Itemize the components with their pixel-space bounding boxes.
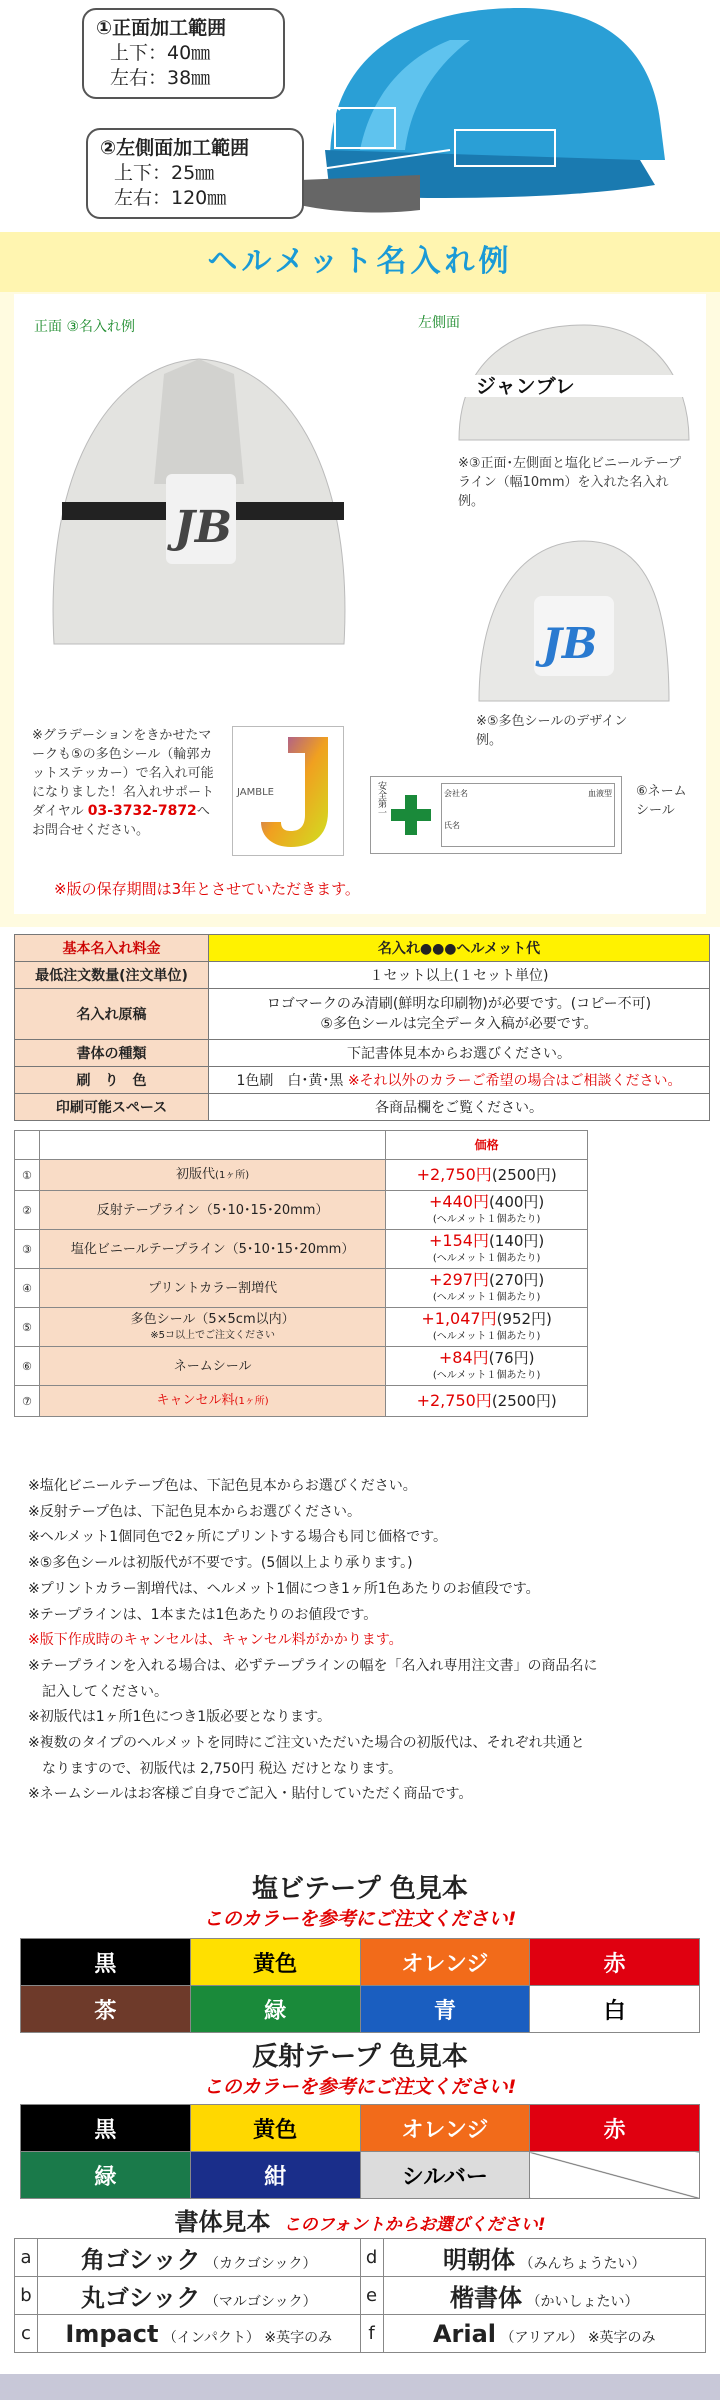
row-value-line: ロゴマークのみ清刷(鮮明な印刷物)が必要です。(コピー不可): [266, 996, 652, 1012]
left-example-label: 左側面: [418, 315, 460, 331]
front-range-height: 上下：40㎜: [110, 42, 211, 64]
price-value: +84円: [438, 1347, 489, 1367]
price-value: +2,750円: [416, 1390, 492, 1410]
helmet-name-text: ジャンブレ: [476, 374, 575, 398]
reflect-color-grid: [20, 2104, 700, 2199]
price-row-price: [386, 1230, 588, 1269]
price-unit: (ヘルメット１個あたり): [432, 1213, 541, 1225]
color-swatch: 茶: [21, 1986, 191, 2033]
price-row-item-text: キャンセル料: [156, 1393, 235, 1408]
table-row: [15, 1040, 710, 1067]
row-key: 最低注文数量(注文単位): [15, 962, 209, 989]
font-sample-reading: （かいしょたい）: [526, 2294, 639, 2310]
price-row-number: ②: [15, 1191, 40, 1230]
row-value-red: ※それ以外のカラーご希望の場合はご相談ください。: [347, 1073, 682, 1089]
examples-heading: ヘルメット名入れ例: [0, 232, 720, 292]
price-row: [15, 1269, 588, 1308]
price-row-price: [386, 1191, 588, 1230]
front-example-label: 正面 ③名入れ例: [34, 319, 136, 335]
note-line: ※初版代は1ヶ所1色につき1版必要となります。: [28, 1709, 332, 1726]
price-row-item: [39, 1347, 385, 1386]
price-row: [15, 1347, 588, 1386]
font-letter: e: [360, 2277, 383, 2315]
note-line: ※テープラインを入れる場合は、必ずテープラインの幅を「名入れ専用注文書」の商品名に: [28, 1657, 598, 1674]
color-swatch: オレンジ: [360, 1939, 530, 1986]
price-row-item-text: 多色シール（5×5cm以内）: [130, 1311, 295, 1327]
font-sample: [37, 2315, 360, 2353]
seal-name: 氏名: [444, 821, 460, 830]
color-swatch: 紺: [190, 2152, 360, 2199]
font-sample-name: 角ゴシック: [81, 2246, 201, 2274]
row-value-text: 1色刷 白･黄･黒: [236, 1073, 344, 1089]
font-sample: [383, 2315, 705, 2353]
price-row-price: [386, 1269, 588, 1308]
white-helmet-front-image: [34, 344, 364, 664]
white-helmet-side-image: [454, 320, 694, 450]
color-row: [21, 2152, 700, 2199]
row-value: [209, 1067, 710, 1094]
price-excl-tax: (952円): [496, 1309, 552, 1328]
reflect-color-subtitle: このカラーを参考にご注文ください!: [203, 2076, 517, 2098]
color-row: [21, 2105, 700, 2152]
price-row-item: [39, 1160, 385, 1191]
price-row-item: [39, 1308, 385, 1347]
font-sample: [383, 2239, 705, 2277]
row-key: 名入れ原稿: [15, 989, 209, 1040]
tape-example-note: ※③正面･左側面と塩化ビニールテープライン（幅10mm）を入れた名入れ例。: [458, 456, 682, 509]
retention-note: ※版の保存期間は3年とさせていただきます。: [54, 880, 360, 898]
note-line: ※複数のタイプのヘルメットを同時にご注文いただいた場合の初版代は、それぞれ共通と: [28, 1735, 585, 1752]
price-row-number: ③: [15, 1230, 40, 1269]
font-letter: c: [15, 2315, 38, 2353]
price-row-number: ④: [15, 1269, 40, 1308]
color-swatch: 青: [360, 1986, 530, 2033]
font-letter: b: [15, 2277, 38, 2315]
price-row-item: [39, 1386, 385, 1417]
note-line: ※反射テープ色は、下記色見本からお選びください。: [28, 1503, 362, 1520]
safety-cross-icon: [391, 795, 431, 835]
font-sample-reading: （みんちょうたい）: [519, 2256, 646, 2272]
price-row-item-text: プリントカラー割増代: [148, 1280, 278, 1296]
color-row: [21, 1986, 700, 2033]
front-range-callout: [82, 8, 285, 99]
font-sample: [37, 2239, 360, 2277]
row-value: 各商品欄をご覧ください。: [209, 1094, 710, 1121]
price-row: [15, 1160, 588, 1191]
price-unit: (ヘルメット１個あたり): [432, 1252, 541, 1264]
row-value: [209, 989, 710, 1040]
price-row-item: [39, 1269, 385, 1308]
basic-fee-table: [14, 934, 710, 1121]
color-swatch: 黄色: [190, 1939, 360, 1986]
sticker-example-note: ※⑤多色シールのデザイン例。: [476, 714, 628, 748]
color-swatch: 緑: [190, 1986, 360, 2033]
price-row-number: ①: [15, 1160, 40, 1191]
font-sample-subtitle: このフォントからお選びください!: [283, 2215, 546, 2235]
price-row-item-text: ネームシール: [173, 1358, 252, 1374]
name-seal-image: [370, 776, 622, 854]
price-value: +154円: [429, 1230, 489, 1250]
price-row: [15, 1191, 588, 1230]
examples-panel: [14, 294, 706, 914]
note-line: ※版下作成時のキャンセルは、キャンセル料がかかります。: [28, 1632, 403, 1649]
seal-safety-first: 安全第一: [376, 781, 386, 817]
font-sample-title: 書体見本: [174, 2208, 271, 2236]
price-excl-tax: (76円): [488, 1348, 535, 1367]
price-row-item: [39, 1191, 385, 1230]
color-swatch: 白: [530, 1986, 700, 2033]
support-phone: 03-3732-7872: [87, 803, 197, 819]
vinyl-color-title: 塩ビテープ 色見本: [252, 1874, 468, 1904]
row-value: 下記書体見本からお選びください。: [209, 1040, 710, 1067]
price-value: +297円: [429, 1269, 489, 1289]
note-line: ※プリントカラー割増代は、ヘルメット1個につき1ヶ所1色あたりのお値段です。: [28, 1580, 540, 1597]
gradation-note-text: ※グラデーションをきかせたマークも⑤の多色シール（輪郭カットステッカー）で名入れ可能になりました！名入れサポートダイヤル: [32, 728, 215, 819]
price-excl-tax: (270円): [488, 1270, 545, 1289]
jamble-logo: [232, 726, 344, 856]
price-row-item: [39, 1230, 385, 1269]
color-swatch: 赤: [530, 2105, 700, 2152]
row-key: 刷 り 色: [15, 1067, 209, 1094]
note-line: ※ヘルメット1個同色で2ヶ所にプリントする場合も同じ価格です。: [28, 1529, 448, 1546]
price-unit: (ヘルメット１個あたり): [432, 1369, 541, 1381]
row-key: 印刷可能スペース: [15, 1094, 209, 1121]
price-row-price: [386, 1308, 588, 1347]
note-line: ※テープラインは、1本または1色あたりのお値段です。: [28, 1606, 378, 1623]
color-swatch: 黒: [21, 2105, 191, 2152]
table-row: [15, 1067, 710, 1094]
font-sample-heading: [0, 2202, 720, 2237]
color-swatch: オレンジ: [360, 2105, 530, 2152]
color-swatch: 緑: [21, 2152, 191, 2199]
price-row: [15, 1308, 588, 1347]
font-sample-table: [14, 2238, 706, 2353]
bottom-bar: [0, 2374, 720, 2400]
color-swatch: 黒: [21, 1939, 191, 1986]
price-excl-tax: (2500円): [491, 1165, 557, 1184]
price-row-number: ⑥: [15, 1347, 40, 1386]
processing-range-section: [0, 0, 720, 230]
empty-swatch: [530, 2152, 700, 2199]
front-range-width: 左右：38㎜: [110, 67, 211, 89]
seal-blood: 血液型: [588, 789, 612, 798]
left-range-callout: [86, 128, 304, 219]
font-sample: [37, 2277, 360, 2315]
left-range-height: 上下：25㎜: [114, 162, 215, 184]
font-letter: f: [360, 2315, 383, 2353]
font-sample-reading: （アリアル） ※英字のみ: [500, 2329, 656, 2346]
left-range-title: ②左側面加工範囲: [100, 137, 250, 159]
note-line: ※塩化ビニールテープ色は、下記色見本からお選びください。: [28, 1478, 417, 1494]
price-row-item-note: ※5コ以上でご注文ください: [150, 1329, 275, 1341]
svg-text:JB: JB: [174, 502, 233, 553]
note-line: なりますので、初版代は 2,750円 税込 だけとなります。: [28, 1760, 403, 1777]
price-value: +1,047円: [421, 1308, 497, 1328]
jamble-logo-text: JAMBLE: [237, 787, 274, 798]
price-table: [14, 1130, 588, 1417]
basic-fee-header-row: [15, 935, 710, 962]
price-row-item-text: 初版代: [176, 1167, 216, 1182]
price-row: [15, 1230, 588, 1269]
price-excl-tax: (400円): [488, 1192, 545, 1211]
price-row: [15, 1386, 588, 1417]
font-sample-name: 楷書体: [450, 2284, 523, 2312]
price-row-price: [386, 1386, 588, 1417]
basic-fee-header-left: 基本名入れ料金: [15, 935, 209, 962]
sticker-helmet-image: [474, 536, 674, 706]
font-row: [15, 2239, 706, 2277]
price-row-item-note: (1ヶ所): [215, 1170, 250, 1181]
price-unit: (ヘルメット１個あたり): [432, 1330, 541, 1342]
vinyl-color-subtitle: このカラーを参考にご注文ください!: [203, 1908, 517, 1930]
name-examples-section: [0, 232, 720, 927]
row-value: １セット以上(１セット単位): [209, 962, 710, 989]
color-swatch: シルバー: [360, 2152, 530, 2199]
front-range-title: ①正面加工範囲: [96, 17, 227, 39]
color-swatch: 赤: [530, 1939, 700, 1986]
price-row-price: [386, 1160, 588, 1191]
svg-text:JB: JB: [542, 619, 598, 668]
price-row-item-note: (1ヶ所): [234, 1396, 269, 1407]
price-excl-tax: (140円): [488, 1231, 545, 1250]
basic-fee-header-right: 名入れ●●●ヘルメット代: [209, 935, 710, 962]
price-row-item-text: 塩化ビニールテープライン（5･10･15･20mm）: [70, 1241, 355, 1257]
font-sample-name: Arial: [432, 2319, 497, 2348]
price-value: +440円: [429, 1191, 489, 1211]
table-row: [15, 1094, 710, 1121]
price-value: +2,750円: [416, 1164, 492, 1184]
note-line: ※ネームシールはお客様ご自身でご記入・貼付していただく商品です。: [28, 1786, 473, 1803]
table-row: [15, 989, 710, 1040]
color-row: [21, 1939, 700, 1986]
price-row-price: [386, 1347, 588, 1386]
price-header-row: [15, 1131, 588, 1160]
row-value-line: ⑤多色シールは完全データ入稿が必要です。: [320, 1016, 598, 1032]
note-line: 記入してください。: [28, 1683, 168, 1700]
price-header: 価格: [386, 1131, 588, 1160]
font-row: [15, 2315, 706, 2353]
color-swatch: 黄色: [190, 2105, 360, 2152]
vinyl-color-grid: [20, 1938, 700, 2033]
gradation-note: [32, 726, 222, 840]
font-sample-name: Impact: [65, 2319, 159, 2348]
reflect-color-title: 反射テープ 色見本: [252, 2042, 468, 2072]
support-phone-tail: へお問合せください。: [32, 804, 210, 838]
font-sample-name: 丸ゴシック: [80, 2284, 201, 2312]
name-seal-label: ⑥ネームシール: [636, 784, 687, 818]
font-letter: d: [360, 2239, 383, 2277]
price-row-number: ⑦: [15, 1386, 40, 1417]
price-row-number: ⑤: [15, 1308, 40, 1347]
font-sample-name: 明朝体: [443, 2246, 516, 2274]
left-range-width: 左右：120㎜: [114, 187, 227, 209]
price-row-item-text: 反射テープライン（5･10･15･20mm）: [96, 1202, 329, 1218]
notes-list: [28, 1474, 708, 1808]
font-sample-reading: （インパクト） ※英字のみ: [162, 2329, 333, 2346]
font-sample: [383, 2277, 705, 2315]
note-line: ※⑤多色シールは初版代が不要です。(5個以上より承ります。): [28, 1555, 413, 1572]
seal-company: 会社名: [444, 789, 468, 798]
font-sample-reading: （カクゴシック）: [205, 2256, 317, 2272]
font-letter: a: [15, 2239, 38, 2277]
price-unit: (ヘルメット１個あたり): [432, 1291, 541, 1303]
price-excl-tax: (2500円): [491, 1391, 557, 1410]
row-key: 書体の種類: [15, 1040, 209, 1067]
table-row: [15, 962, 710, 989]
font-sample-reading: （マルゴシック）: [204, 2294, 317, 2310]
font-row: [15, 2277, 706, 2315]
